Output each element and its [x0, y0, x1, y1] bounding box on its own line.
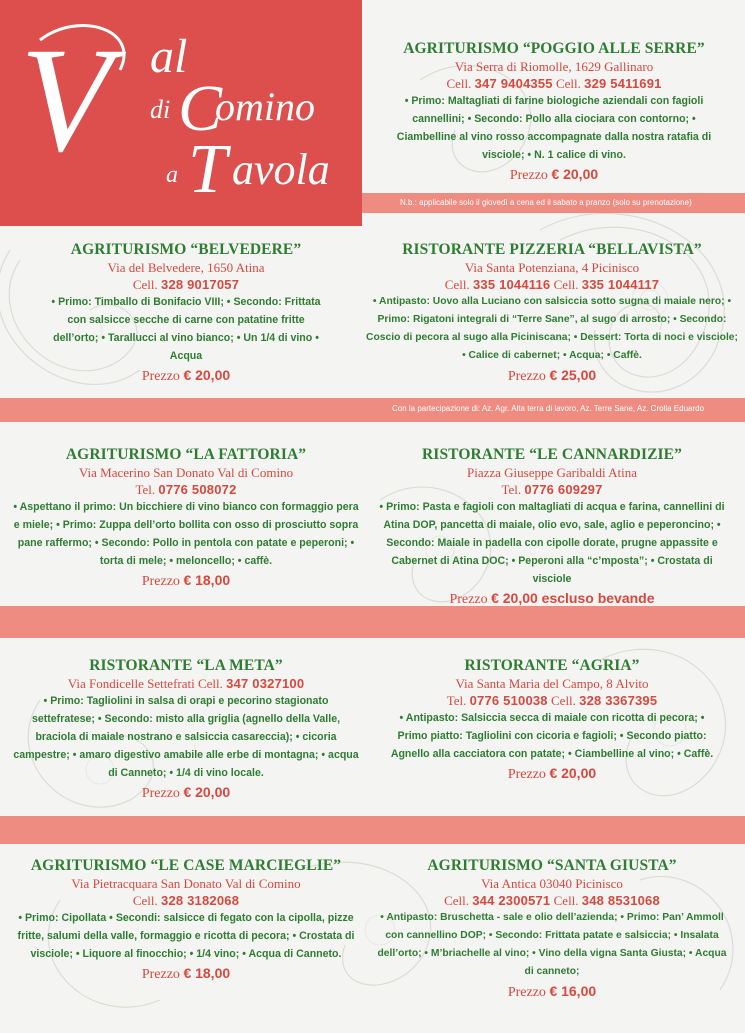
logo-big-t: T: [188, 131, 227, 208]
phone-number[interactable]: 0776 508072: [158, 482, 237, 497]
logo-big-v: V: [20, 17, 112, 183]
venue-menu: • Primo: Timballo di Bonifacio VIII; • Secondo: Frittata con salsicce secche di carne con patatine fritte dell’orto; • Tarallucci al vino bianco; • Un 1/4 di vino • Acqua: [51, 296, 321, 362]
price-label: Prezzo: [141, 967, 184, 982]
venue-card-santa-giusta: [364, 857, 740, 1003]
venue-price: [8, 963, 364, 985]
venue-card-la-fattoria: [8, 446, 364, 592]
venue-menu: • Antipasto: Salsiccia secca di maiale con ricotta di pecora; • Primo piatto: Tagliolini con cicoria e fagioli; • Secondo piatto: Agnello alla cacciatora con patate; • Ciambelline al vino; • Caffè.: [390, 712, 714, 760]
venue-menu: • Aspettano il primo: Un bicchiere di vino bianco con formaggio pera e miele; • Primo: Zuppa dell’orto bollita con osso di prosciutto sopra pane raffermo; • Secondo: Pollo in pentola con patate e peperoni; • torta di mele; • meloncello; • caffè.: [13, 501, 359, 567]
logo-al: al: [150, 30, 188, 83]
venue-address: Via Pietracquara San Donato Val di Comino: [71, 876, 301, 891]
phone-prefix: Cell.: [444, 893, 473, 908]
phone-number[interactable]: 328 9017057: [161, 277, 240, 292]
venue-menu: • Antipasto: Bruschetta - sale e olio dell’azienda; • Primo: Pan’ Ammoll con cannellino DOP; • Secondo: Frittata patate e salsiccia; • Insalata dell’orto; • M’briachelle al vino; • Vino della vigna Santa Giusta; • Acqua di canneto;: [377, 912, 727, 977]
venue-card-agria: [364, 657, 740, 785]
phone-prefix: Tel.: [446, 693, 470, 708]
venue-name: AGRITURISMO “BELVEDERE”: [70, 241, 302, 258]
phone2-number[interactable]: 348 8531068: [581, 893, 660, 908]
venue-menu: • Antipasto: Uovo alla Luciano con salsiccia sotto sugna di maiale nero; • Primo: Rigatoni integrali di “Terre Sane”, al sugo di arrosto; • Secondo: Coscio di pecora al sugo alla Piciniscana; • Dessert: Torta di noci e visciole; • Calice di cabernet; • Acqua; • Caffè.: [366, 296, 738, 361]
venue-name: AGRITURISMO “SANTA GIUSTA”: [427, 857, 677, 874]
phone-prefix: Cell.: [446, 76, 475, 91]
phone-prefix: Tel.: [501, 482, 525, 497]
price-label: Prezzo: [507, 767, 550, 782]
venue-address: Via Santa Maria del Campo, 8 Alvito: [455, 676, 649, 691]
phone-number[interactable]: 0776 510038: [469, 693, 548, 708]
price-value: € 18,00: [183, 572, 231, 588]
venue-card-belvedere: [8, 241, 364, 387]
phone2-number[interactable]: 335 1044117: [581, 277, 660, 292]
phone-number[interactable]: 347 0327100: [226, 676, 305, 691]
venue-address: Piazza Giuseppe Garibaldi Atina: [466, 465, 638, 480]
price-value: € 25,00: [549, 367, 597, 383]
price-label: Prezzo: [141, 786, 184, 801]
venue-name: RISTORANTE “AGRIA”: [464, 657, 640, 674]
phone-prefix: Cell.: [444, 277, 473, 292]
venue-address: Via Fondicelle Settefrati: [67, 676, 195, 691]
venue-card-la-meta: [8, 657, 364, 804]
phone2-prefix: Cell.: [550, 277, 582, 292]
price-value: € 18,00: [183, 965, 231, 981]
venue-address-phone: [8, 675, 364, 692]
venue-price: [364, 763, 740, 785]
venue-card-poggio-alle-serre: [370, 40, 738, 186]
logo-big-c: C: [178, 72, 223, 145]
phone-prefix: Cell.: [132, 893, 162, 908]
venue-card-bellavista: [364, 241, 740, 387]
price-value: € 20,00: [183, 784, 231, 800]
venue-price: [364, 588, 740, 610]
price-value: € 16,00: [549, 983, 597, 999]
venue-name: AGRITURISMO “POGGIO ALLE SERRE”: [403, 40, 705, 57]
phone-number[interactable]: 328 3182068: [161, 893, 240, 908]
venue-name: RISTORANTE “LA META”: [89, 657, 283, 674]
venue-price: [370, 164, 738, 186]
price-label: Prezzo: [507, 985, 550, 1000]
divider-band: [0, 606, 745, 638]
logo-omino: omino: [215, 84, 315, 129]
price-label: Prezzo: [507, 369, 550, 384]
phone-number[interactable]: 335 1044116: [472, 277, 551, 292]
phone2-number[interactable]: 329 5411691: [584, 76, 662, 91]
venue-menu: • Primo: Pasta e fagioli con maltagliati di acqua e farina, cannellini di Atina DOP, pancetta di maiale, olio evo, sale, aglio e peperoncino; • Secondo: Maiale in padella con cipolle dorate, prugne appassite e Cabernet di Atina DOC; • Peperoni alla “c’mposta”; • Crostata di visciole: [379, 501, 725, 585]
venue-address: Via Serra di Riomolle, 1629 Gallinaro: [454, 59, 654, 74]
venue-name: RISTORANTE PIZZERIA “BELLAVISTA”: [402, 241, 702, 258]
phone-number[interactable]: 0776 609297: [524, 482, 603, 497]
venue-price: [8, 782, 364, 804]
phone2-number[interactable]: 328 3367395: [579, 693, 658, 708]
venue-price: [8, 570, 364, 592]
price-label: Prezzo: [449, 592, 492, 607]
venue-price: [364, 981, 740, 1003]
divider-band: [0, 816, 745, 844]
venue-menu: • Primo: Tagliolini in salsa di orapi e pecorino stagionato settefratese; • Secondo: misto alla griglia (agnello della Valle, braciola di maiale nostrano e salsiccia casareccia); • cicoria campestre; • amaro digestivo amabile alle erbe di montagna; • acqua di Canneto; • 1/4 di vino locale.: [13, 695, 359, 779]
top-note-band: [362, 193, 745, 213]
price-value: € 20,00: [551, 166, 599, 182]
participation-note: Con la partecipazione di: Az. Agr. Alta terra di lavoro, Az. Terre Sane, Az. Crolla Eduardo: [392, 404, 705, 413]
top-note: N.b.: applicabile solo il giovedì a cena ed il sabato a pranzo (solo su prenotazione): [400, 198, 692, 207]
participation-band: [0, 398, 745, 422]
venue-phone: [364, 692, 740, 709]
price-label: Prezzo: [509, 168, 552, 183]
venue-phone: [8, 276, 364, 293]
phone-prefix: Cell.: [194, 676, 227, 691]
venue-phone: [370, 75, 738, 92]
phone2-prefix: Cell.: [552, 76, 585, 91]
venue-phone: [364, 481, 740, 498]
price-label: Prezzo: [141, 369, 184, 384]
venue-address: Via Santa Potenziana, 4 Picinisco: [464, 260, 640, 275]
price-value: € 20,00: [549, 765, 597, 781]
venue-phone: [8, 481, 364, 498]
venue-phone: [364, 276, 740, 293]
venue-address: Via Macerino San Donato Val di Comino: [78, 465, 294, 480]
venue-phone: [8, 892, 364, 909]
price-extra: escluso bevande: [537, 590, 655, 606]
logo-a: a: [166, 162, 178, 188]
venue-address: Via del Belvedere, 1650 Atina: [107, 260, 265, 275]
venue-price: [364, 365, 740, 387]
venue-name: AGRITURISMO “LE CASE MARCIEGLIE”: [30, 857, 342, 874]
price-label: Prezzo: [141, 574, 184, 589]
venue-card-le-case-marcieglie: [8, 857, 364, 985]
venue-name: RISTORANTE “LE CANNARDIZIE”: [422, 446, 682, 463]
logo-lettering: [0, 0, 362, 226]
val-di-comino-logo: [0, 0, 362, 226]
logo-di: di: [150, 95, 171, 124]
venue-menu: • Primo: Maltagliati di farine biologiche aziendali con fagioli cannellini; • Secondo: Pollo alla ciociara con contorno; • Ciambelline al vino rosso accompagnate dalla nostra ratafia di visciole; • N. 1 calice di vino.: [396, 95, 712, 161]
venue-phone: [364, 892, 740, 909]
venue-name: AGRITURISMO “LA FATTORIA”: [65, 446, 307, 463]
phone2-prefix: Cell.: [547, 693, 580, 708]
price-value: € 20,00: [183, 367, 231, 383]
price-value: € 20,00: [491, 590, 538, 606]
phone-number[interactable]: 344 2300571: [472, 893, 551, 908]
phone-prefix: Tel.: [135, 482, 159, 497]
venue-menu: • Primo: Cipollata • Secondi: salsicce di fegato con la cipolla, pizze fritte, salumi della valle, formaggio e ricotta di pecora; • Crostata di visciole; • Liquore al finocchio; • 1/4 vino; • Acqua di Canneto.: [17, 912, 355, 960]
phone2-prefix: Cell.: [550, 893, 582, 908]
venue-price: [8, 365, 364, 387]
phone-prefix: Cell.: [132, 277, 162, 292]
venue-card-le-cannardizie: [364, 446, 740, 610]
venue-address: Via Antica 03040 Picinisco: [481, 876, 623, 891]
phone-number[interactable]: 347 9404355: [474, 76, 553, 91]
logo-avola: avola: [232, 145, 330, 194]
